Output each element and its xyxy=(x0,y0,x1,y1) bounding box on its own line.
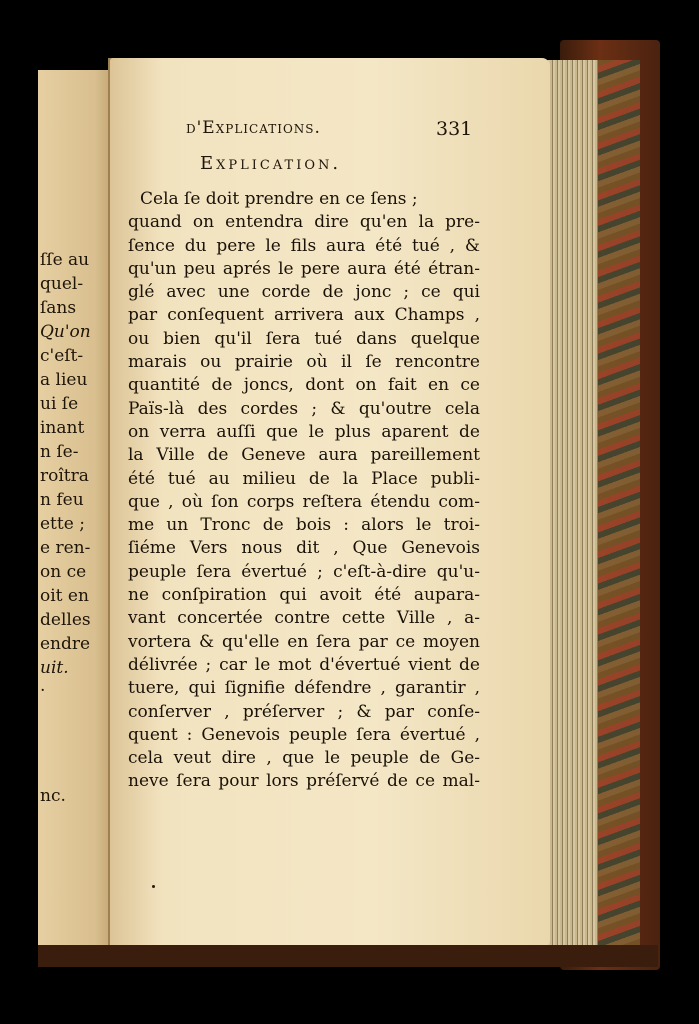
text-line: cela veut dire , que le peuple de Ge- xyxy=(128,748,480,769)
left-fragment: ſſe au xyxy=(40,250,90,270)
left-fragment: endre xyxy=(40,634,91,654)
text-line: conſerver , préſerver ; & par conſe- xyxy=(128,701,480,722)
left-fragment: quel- xyxy=(40,274,84,294)
left-fragment: e ren- xyxy=(40,538,91,558)
left-fragment: Qu'on xyxy=(40,322,91,342)
text-line: quent : Genevois peuple ſera évertué , xyxy=(128,724,480,745)
text-line: ſence du pere le fils aura été tué , & xyxy=(128,235,480,256)
text-line: me un Tronc de bois : alors le troi- xyxy=(128,515,480,536)
left-fragment: on ce xyxy=(40,562,87,582)
page-header xyxy=(186,118,486,146)
left-fragment: delles xyxy=(40,610,91,630)
left-fragment: nc. xyxy=(40,786,66,806)
text-line: ſiéme Vers nous dit , Que Genevois xyxy=(128,538,480,559)
text-line: tuere, qui ſignifie défendre , garantir , xyxy=(128,678,480,699)
left-fragment: c'eſt- xyxy=(40,346,84,366)
text-line: on verra auſſi que le plus aparent de xyxy=(128,421,480,442)
text-line: ne conſpiration qui avoit été aupara- xyxy=(128,585,480,606)
ink-spot xyxy=(152,885,155,888)
text-line: Cela ſe doit prendre en ce ſens ; xyxy=(140,189,418,209)
left-fragment: ui ſe xyxy=(40,394,79,414)
text-line: quantité de joncs, dont on fait en ce xyxy=(128,375,480,396)
text-line: vortera & qu'elle en ſera par ce moyen xyxy=(128,631,480,652)
left-page-text xyxy=(40,248,118,680)
marbled-endpaper xyxy=(598,60,640,950)
text-line: glé avec une corde de jonc ; ce qui xyxy=(128,282,480,303)
left-fragment: ette ; xyxy=(40,514,85,534)
left-fragment: n ſe- xyxy=(40,442,79,462)
left-fragment: oit en xyxy=(40,586,89,606)
body-text xyxy=(128,188,480,794)
text-line: quand on entendra dire qu'en la pre- xyxy=(128,212,480,233)
text-line: été tué au milieu de la Place publi- xyxy=(128,468,480,489)
text-line: que , où ſon corps reſtera étendu com- xyxy=(128,491,480,512)
left-fragment: uit. xyxy=(40,658,69,678)
text-line: marais ou prairie où il ſe rencontre xyxy=(128,352,480,373)
left-fragment: ſans xyxy=(40,298,77,318)
left-fragment: inant xyxy=(40,418,85,438)
page-number: 331 xyxy=(436,118,473,140)
text-line: neve ſera pour lors préſervé de ce mal- xyxy=(128,771,480,792)
text-line: qu'un peu aprés le pere aura été étran- xyxy=(128,258,480,279)
left-fragment: roîtra xyxy=(40,466,89,486)
text-line: délivrée ; car le mot d'évertué vient de xyxy=(128,654,480,675)
bottom-board xyxy=(38,945,658,967)
section-title: Explication. xyxy=(200,153,342,174)
running-head: d'Explications. xyxy=(186,118,321,138)
text-line: vant concertée contre cette Ville , a- xyxy=(128,608,480,629)
left-fragment: a lieu xyxy=(40,370,88,390)
text-line: la Ville de Geneve aura pareillement xyxy=(128,445,480,466)
left-fragment: . xyxy=(40,676,46,696)
left-fragment: n feu xyxy=(40,490,84,510)
text-line: ou bien qu'il ſera tué dans quelque xyxy=(128,328,480,349)
text-line: Païs-là des cordes ; & qu'outre cela xyxy=(128,398,480,419)
text-line: peuple ſera évertué ; c'eſt-à-dire qu'u- xyxy=(128,561,480,582)
text-line: par conſequent arrivera aux Champs , xyxy=(128,305,480,326)
